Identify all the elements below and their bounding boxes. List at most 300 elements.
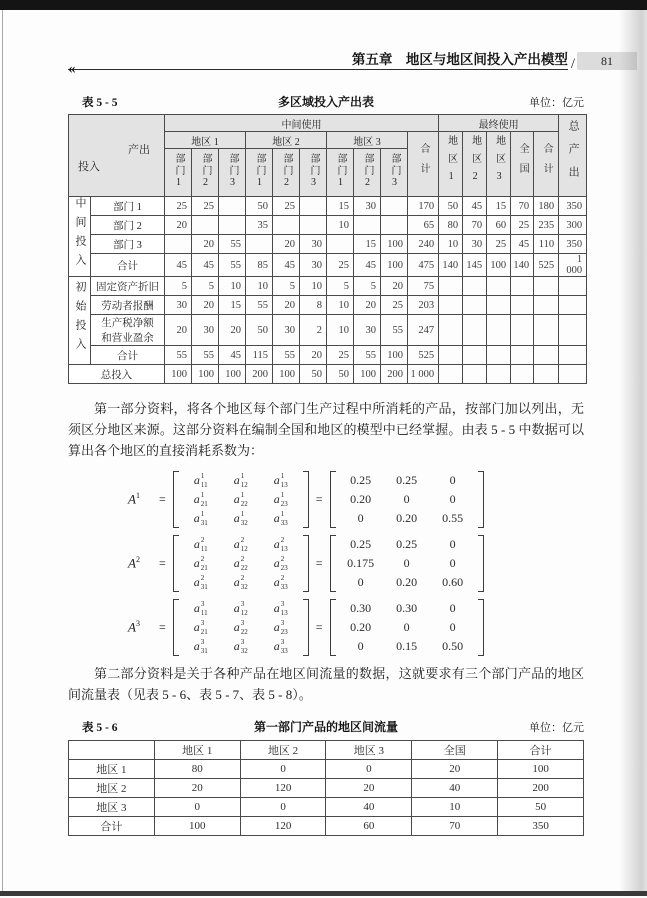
- matrix-value: 0: [449, 537, 456, 551]
- subscript: 21: [200, 627, 208, 636]
- table-cell: 100: [273, 365, 300, 384]
- table-cell: 45: [165, 254, 192, 277]
- variable: a: [233, 620, 240, 634]
- diagonal-header-cell: [69, 115, 165, 197]
- table-cell: [463, 277, 487, 296]
- table-cell: 100: [381, 235, 408, 254]
- table-cell: [463, 296, 487, 315]
- subscript: 12: [240, 544, 248, 553]
- variable: a: [193, 601, 200, 615]
- col-header-dept-3: [219, 149, 246, 197]
- row-label: 部门 1: [91, 197, 165, 216]
- superscript: 1: [200, 491, 205, 500]
- table-cell: 45: [219, 346, 246, 365]
- matrix-label-superscript: 1: [135, 491, 140, 501]
- superscript: 2: [280, 574, 285, 583]
- matrix-value: 0.25: [350, 473, 372, 487]
- matrix-equation: [128, 599, 647, 656]
- matrix-label: $A^1$: [128, 491, 140, 507]
- matrix-entry: [261, 510, 301, 526]
- table-cell: 55: [246, 296, 273, 315]
- table-cell: [439, 296, 463, 315]
- table-tag: 表 5 - 6: [82, 722, 118, 734]
- table-cell: 10: [246, 277, 273, 296]
- table-cell: 10: [327, 315, 354, 346]
- matrix-label-superscript: 2: [135, 555, 140, 565]
- table-row: [69, 235, 587, 254]
- table-cell: 350: [498, 817, 584, 836]
- scripts: [281, 536, 288, 552]
- table-cell: 45: [273, 254, 300, 277]
- superscript: 3: [240, 619, 245, 628]
- table-row: [69, 798, 584, 817]
- table-cell: 25: [327, 254, 354, 277]
- subscript: 31: [200, 582, 208, 591]
- table-cell: 75: [408, 277, 439, 296]
- table-cell: 100: [219, 365, 246, 384]
- variable: a: [193, 639, 200, 653]
- superscript: 2: [240, 536, 245, 545]
- scripts: [281, 600, 288, 616]
- subscript: 11: [200, 480, 208, 489]
- col-header-dept-label: 部门3: [389, 152, 400, 190]
- matrix-entry: [221, 600, 261, 616]
- table-cell: 10: [219, 277, 246, 296]
- matrix-value: 0.20: [350, 620, 372, 634]
- scripts: [281, 491, 288, 507]
- table-cell: 30: [300, 254, 327, 277]
- table-cell: 20: [273, 296, 300, 315]
- table-cell: [511, 346, 534, 365]
- superscript: 1: [200, 510, 205, 519]
- equals-sign: =: [315, 492, 323, 506]
- table-cell: 80: [154, 760, 240, 779]
- scripts: [281, 619, 288, 635]
- table-cell: 20: [192, 235, 219, 254]
- table-cell: 30: [273, 315, 300, 346]
- variable: a: [233, 473, 240, 487]
- table-cell: 120: [240, 779, 326, 798]
- matrix-entry: [181, 619, 221, 635]
- col-header-final-region-2: [463, 132, 487, 197]
- scripts: [281, 555, 288, 571]
- table-cell: [219, 216, 246, 235]
- table-title: 第一部门产品的地区间流量: [253, 720, 398, 734]
- superscript: 1: [280, 510, 285, 519]
- subscript: 22: [240, 563, 248, 572]
- subscript: 31: [200, 518, 208, 527]
- matrix-value: 0.30: [350, 601, 372, 615]
- variable: a: [273, 601, 280, 615]
- col-header-final-use: 最终使用: [439, 115, 559, 132]
- subscript: 21: [200, 499, 208, 508]
- matrix-entry: [261, 536, 301, 552]
- table-cell: 30: [354, 197, 381, 216]
- table-cell: 20: [412, 760, 498, 779]
- table-cell: 20: [165, 216, 192, 235]
- diagonal-output-label: 产出: [128, 144, 150, 156]
- table-cell: [511, 296, 534, 315]
- superscript: 3: [240, 638, 245, 647]
- table-cell: [354, 216, 381, 235]
- row-label: 合计: [91, 254, 165, 277]
- table-cell: 1 000: [559, 254, 587, 277]
- table-cell: 45: [511, 235, 534, 254]
- table-title: 多区域投入产出表: [277, 95, 374, 109]
- equals-sign: =: [159, 556, 166, 570]
- table-cell: 5: [273, 277, 300, 296]
- matrix-value: 0.30: [396, 601, 418, 615]
- table-cell: 140: [511, 254, 534, 277]
- table-cell: 15: [219, 296, 246, 315]
- matrix-entry: [261, 638, 301, 654]
- table-cell: 145: [463, 254, 487, 277]
- variable: a: [193, 492, 200, 506]
- matrix-value: 0: [449, 601, 456, 615]
- table-cell: [559, 296, 587, 315]
- subscript: 32: [240, 646, 248, 655]
- table-5-5-caption: [68, 93, 584, 110]
- equals-sign: =: [315, 556, 323, 570]
- table-cell: [273, 216, 300, 235]
- table-tag: 表 5 - 5: [82, 97, 118, 109]
- matrix-equation: [128, 535, 647, 592]
- matrix-value: 0: [403, 492, 410, 506]
- table-cell: [381, 197, 408, 216]
- subscript: 32: [240, 518, 248, 527]
- scripts: [241, 472, 248, 488]
- col-header-dept-1: [246, 149, 273, 197]
- symbolic-matrix: [179, 471, 303, 528]
- table-cell: [559, 346, 587, 365]
- table-cell: 25: [165, 197, 192, 216]
- row-label: 劳动者报酬: [91, 296, 165, 315]
- table-cell: 140: [439, 254, 463, 277]
- table-cell: 525: [534, 254, 559, 277]
- matrix-value: 0: [357, 575, 364, 589]
- table-cell: 70: [412, 817, 498, 836]
- table-cell: 70: [463, 216, 487, 235]
- table-row: [69, 779, 584, 798]
- table-cell: [463, 346, 487, 365]
- binding-shadow: [619, 10, 647, 891]
- equals-sign: =: [159, 620, 166, 634]
- subscript: 33: [280, 518, 288, 527]
- row-label: 部门 2: [91, 216, 165, 235]
- table-cell: 120: [240, 817, 326, 836]
- superscript: 1: [280, 491, 285, 500]
- table-cell: 10: [327, 216, 354, 235]
- table-cell: 110: [534, 235, 559, 254]
- variable: a: [193, 556, 200, 570]
- table-cell: [559, 277, 587, 296]
- matrix-value: 0: [449, 556, 456, 570]
- table-cell: 10: [439, 235, 463, 254]
- table-cell: [534, 346, 559, 365]
- table-cell: [246, 235, 273, 254]
- table-cell: 5: [354, 277, 381, 296]
- table-cell: 247: [408, 315, 439, 346]
- variable: a: [273, 575, 280, 589]
- subscript: 13: [280, 608, 288, 617]
- table-cell: 350: [559, 235, 587, 254]
- variable: a: [193, 511, 200, 525]
- right-bracket: [303, 535, 309, 592]
- table-cell: 100: [165, 365, 192, 384]
- table-cell: 25: [487, 235, 511, 254]
- matrix-entry: [221, 491, 261, 507]
- col-header-dept-2: [273, 149, 300, 197]
- diagonal-input-label: 投入: [78, 161, 100, 173]
- table-row: [69, 346, 587, 365]
- table-cell: [511, 365, 534, 384]
- subscript: 11: [200, 608, 208, 617]
- col-header-region-2: 地区 2: [240, 741, 326, 760]
- table-row: [69, 277, 587, 296]
- matrix-value: 0: [449, 473, 456, 487]
- col-header-dept-3: [381, 149, 408, 197]
- row-label: 地区 3: [69, 798, 155, 817]
- matrix-equation: [128, 471, 647, 528]
- superscript: 3: [240, 600, 245, 609]
- col-header-region-2: 地区 2: [246, 132, 327, 149]
- matrix-label-superscript: 3: [135, 619, 140, 629]
- table-cell: 100: [154, 817, 240, 836]
- col-header-region-3: 地区 3: [327, 132, 408, 149]
- table-cell: [559, 365, 587, 384]
- table-cell: [381, 216, 408, 235]
- matrix-value: 0: [357, 511, 364, 525]
- table-cell: 15: [327, 197, 354, 216]
- variable: a: [273, 556, 280, 570]
- row-label: 生产税净额 和营业盈余: [91, 315, 165, 346]
- numeric-matrix: [336, 535, 478, 592]
- table-row: [69, 197, 587, 216]
- chapter-title: 第五章 地区与地区间投入产出模型: [351, 52, 568, 67]
- col-header-total-output-label: 总产出: [567, 119, 580, 189]
- col-header-final-region-1: [439, 132, 463, 197]
- row-group-label: [69, 277, 91, 365]
- row-label: 合计: [91, 346, 165, 365]
- table-cell: [300, 197, 327, 216]
- matrix-value: 0: [403, 620, 410, 634]
- col-header-dept-label: 部门2: [200, 152, 211, 190]
- equals-sign: =: [315, 620, 323, 634]
- table-cell: 115: [246, 346, 273, 365]
- scripts: [241, 619, 248, 635]
- matrix-value: 0.25: [396, 537, 418, 551]
- table-cell: [192, 216, 219, 235]
- matrix-entry: [221, 638, 261, 654]
- matrix-entry: [181, 536, 221, 552]
- table-cell: 170: [408, 197, 439, 216]
- table-cell: 10: [412, 798, 498, 817]
- matrix-entry: [181, 555, 221, 571]
- table-cell: [487, 365, 511, 384]
- table-cell: 200: [381, 365, 408, 384]
- table-cell: 100: [381, 346, 408, 365]
- col-header-final-region-3-label: 地区3: [493, 135, 505, 190]
- table-cell: 40: [326, 798, 412, 817]
- subscript: 33: [280, 646, 288, 655]
- numeric-matrix: [336, 471, 478, 528]
- superscript: 1: [240, 491, 245, 500]
- matrix-value: 0.25: [396, 473, 418, 487]
- matrix-value: 0.25: [350, 537, 372, 551]
- table-cell: [487, 315, 511, 346]
- col-header-dept-label: 部门1: [173, 152, 184, 190]
- superscript: 2: [200, 536, 205, 545]
- table-row: [69, 760, 584, 779]
- superscript: 3: [200, 619, 205, 628]
- table-cell: 20: [354, 296, 381, 315]
- superscript: 2: [240, 555, 245, 564]
- table-cell: 25: [327, 346, 354, 365]
- col-header-region-3: 地区 3: [326, 741, 412, 760]
- matrix-value: 0.55: [442, 511, 464, 525]
- table-cell: [439, 346, 463, 365]
- scripts: [201, 510, 208, 526]
- table-cell: 65: [408, 216, 439, 235]
- subscript: 23: [280, 627, 288, 636]
- table-cell: 25: [381, 296, 408, 315]
- table-cell: 50: [439, 197, 463, 216]
- subscript: 23: [280, 563, 288, 572]
- table-cell: [534, 277, 559, 296]
- matrix-value: 0.175: [347, 556, 375, 570]
- superscript: 1: [280, 472, 285, 481]
- superscript: 3: [200, 600, 205, 609]
- table-cell: 10: [300, 277, 327, 296]
- equals-sign: =: [159, 492, 166, 506]
- table-cell: 50: [498, 798, 584, 817]
- matrix-value: 0: [449, 620, 456, 634]
- table-cell: [487, 296, 511, 315]
- table-cell: 30: [192, 315, 219, 346]
- row-label: 地区 1: [69, 760, 155, 779]
- matrix-value: 0.15: [396, 639, 418, 653]
- scripts: [281, 638, 288, 654]
- col-header-dept-2: [354, 149, 381, 197]
- scripts: [201, 638, 208, 654]
- variable: a: [233, 492, 240, 506]
- superscript: 3: [200, 638, 205, 647]
- symbolic-matrix: [179, 535, 303, 592]
- matrix-value: 0: [403, 556, 410, 570]
- variable: a: [193, 473, 200, 487]
- table-cell: 20: [381, 277, 408, 296]
- symbolic-matrix: [179, 599, 303, 656]
- superscript: 2: [280, 555, 285, 564]
- table-cell: 20: [192, 296, 219, 315]
- variable: a: [273, 511, 280, 525]
- matrix-entry: [221, 574, 261, 590]
- table-cell: [534, 296, 559, 315]
- table-cell: 30: [354, 315, 381, 346]
- matrix-value: 0.20: [350, 492, 372, 506]
- table-cell: [534, 365, 559, 384]
- matrix-entry: [181, 574, 221, 590]
- table-cell: 20: [273, 235, 300, 254]
- table-cell: [559, 315, 587, 346]
- scan-bottom-edge: [0, 891, 647, 896]
- scan-left-edge: [2, 10, 3, 891]
- col-header-nation-label: 全国: [517, 142, 529, 183]
- table-cell: 5: [327, 277, 354, 296]
- variable: a: [273, 620, 280, 634]
- table-cell: 25: [273, 197, 300, 216]
- matrix-entry: [261, 472, 301, 488]
- col-header-region-1: 地区 1: [165, 132, 246, 149]
- col-header-final-total: [534, 132, 559, 197]
- table-cell: [300, 216, 327, 235]
- scripts: [281, 510, 288, 526]
- subscript: 21: [200, 563, 208, 572]
- matrix-entry: [221, 619, 261, 635]
- table-cell: 2: [300, 315, 327, 346]
- scripts: [201, 536, 208, 552]
- subscript: 31: [200, 646, 208, 655]
- scripts: [201, 555, 208, 571]
- table-cell: [327, 235, 354, 254]
- table-cell: 240: [408, 235, 439, 254]
- variable: a: [233, 575, 240, 589]
- matrix-entry: [181, 600, 221, 616]
- table-cell: 25: [511, 216, 534, 235]
- col-header-dept-label: 部门3: [227, 152, 238, 190]
- right-bracket: [478, 535, 484, 592]
- col-header-subtotal-label: 合计: [418, 142, 430, 183]
- table-cell: 50: [300, 365, 327, 384]
- matrix-entry: [221, 510, 261, 526]
- page-header: [68, 48, 637, 77]
- matrix-entry: [181, 510, 221, 526]
- matrix-value: 0.50: [442, 639, 464, 653]
- table-cell: 15: [354, 235, 381, 254]
- superscript: 3: [280, 619, 285, 628]
- coefficient-matrices: [128, 471, 647, 656]
- table-cell: 55: [192, 346, 219, 365]
- row-group-label: [69, 197, 91, 277]
- table-cell: 80: [439, 216, 463, 235]
- col-header-nation: [511, 132, 534, 197]
- table-cell: 50: [246, 197, 273, 216]
- paragraph-1: 第一部分资料，将各个地区每个部门生产过程中所消耗的产品，按部门加以列出，无须区分地区来源。这部分资料在编制全国和地区的模型中已经掌握。由表 5 - 5 中数据可以算出各个地区的直接消耗系数为：: [68, 401, 584, 458]
- table-cell: 350: [559, 197, 587, 216]
- matrix-entry: [261, 574, 301, 590]
- table-cell: 1 000: [408, 365, 439, 384]
- col-header-total: 合计: [498, 741, 584, 760]
- table-cell: [165, 235, 192, 254]
- scripts: [241, 638, 248, 654]
- row-label: 固定资产折旧: [91, 277, 165, 296]
- matrix-entry: [261, 555, 301, 571]
- superscript: 1: [240, 510, 245, 519]
- matrix-value: 0.20: [396, 511, 418, 525]
- table-cell: 300: [559, 216, 587, 235]
- subscript: 23: [280, 499, 288, 508]
- table-cell: 0: [240, 760, 326, 779]
- superscript: 1: [240, 472, 245, 481]
- header-row-1: [69, 115, 587, 132]
- scripts: [201, 619, 208, 635]
- numeric-matrix: [336, 599, 478, 656]
- table-row: [69, 817, 584, 836]
- table-cell: 100: [192, 365, 219, 384]
- col-header-total-output: [559, 115, 587, 197]
- table-cell: [511, 315, 534, 346]
- table-cell: [487, 277, 511, 296]
